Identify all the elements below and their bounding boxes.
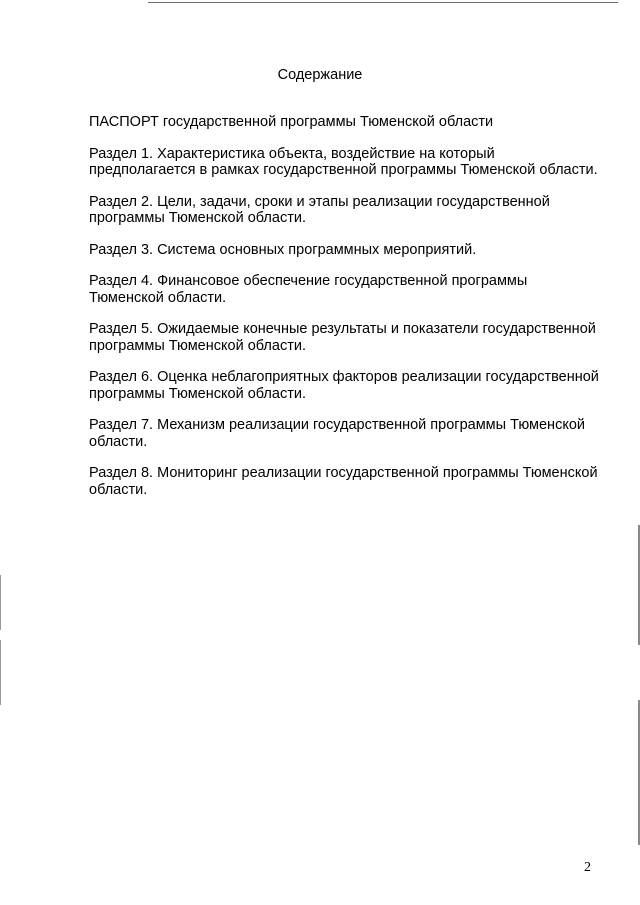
toc-item-section-4: Раздел 4. Финансовое обеспечение государственной программы Тюменской области. <box>89 273 528 306</box>
toc-item-section-5: Раздел 5. Ожидаемые конечные результаты и показатели государственной программы Тюменской области. <box>89 321 596 354</box>
toc-item-section-1: Раздел 1. Характеристика объекта, воздействие на который предполагается в рамках государственной программы Тюменской области. <box>89 145 598 178</box>
toc-item-section-3: Раздел 3. Система основных программных мероприятий. <box>89 241 477 258</box>
toc-item-section-2: Раздел 2. Цели, задачи, сроки и этапы реализации государственной программы Тюменской области. <box>89 193 550 226</box>
toc-item-section-8: Раздел 8. Мониторинг реализации государственной программы Тюменской области. <box>89 465 598 498</box>
toc-item-section-7: Раздел 7. Механизм реализации государственной программы Тюменской области. <box>89 417 585 450</box>
toc-item-section-6: Раздел 6. Оценка неблагоприятных факторов реализации государственной программы Тюменской области. <box>89 369 599 402</box>
scan-edge-left <box>0 575 1 630</box>
table-of-contents <box>89 114 599 513</box>
scan-edge-left <box>0 640 1 705</box>
scan-edge-top <box>148 2 618 3</box>
toc-item-passport: ПАСПОРТ государственной программы Тюменской области <box>89 114 494 130</box>
page-number: 2 <box>584 860 591 875</box>
page-title: Содержание <box>277 67 363 83</box>
